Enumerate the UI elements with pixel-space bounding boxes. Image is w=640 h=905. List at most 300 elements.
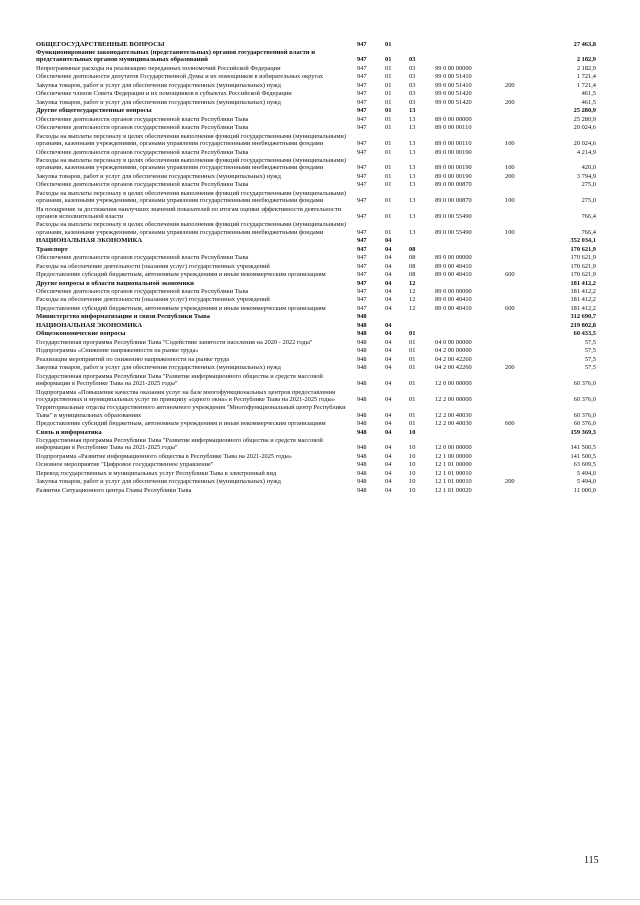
budget-document-page: [36, 40, 596, 495]
row-name: Расходы на обеспечение деятельности (оказания услуг) государственных учреждений: [36, 262, 270, 270]
table-row: [36, 321, 596, 329]
row-subsection-code: 01: [409, 380, 416, 388]
row-subsection-code: 08: [409, 254, 416, 262]
row-name: Закупка товаров, работ и услуг для обеспечения государственных (муниципальных) нужд: [36, 364, 281, 372]
row-expense-type-code: [502, 205, 532, 221]
row-target-article-code: [432, 237, 502, 245]
row-name: ОБЩЕГОСУДАРСТВЕННЫЕ ВОПРОСЫ: [36, 40, 165, 48]
row-amount: 3 794,9: [576, 172, 596, 180]
row-amount: 5 494,0: [576, 478, 596, 486]
row-ministry-code: 947: [357, 115, 367, 123]
row-target-article-code: [432, 313, 502, 321]
row-amount: 766,4: [581, 228, 596, 236]
row-subsection-code: 01: [409, 395, 416, 403]
budget-table-body: [36, 40, 596, 495]
row-ministry-code: 947: [357, 73, 367, 81]
row-subsection-code: 08: [409, 262, 416, 270]
row-amount: 20 024,6: [573, 124, 596, 132]
row-ministry-code: 948: [357, 452, 367, 460]
row-ministry-code: 948: [357, 313, 367, 321]
table-row: [36, 279, 596, 287]
row-name: Другие вопросы в области национальной экономики: [36, 279, 194, 287]
page-number: 115: [584, 855, 599, 866]
row-section-code: 04: [385, 338, 392, 346]
row-section-code: 04: [385, 262, 392, 270]
table-row: [36, 124, 596, 132]
row-subsection-code: 03: [409, 56, 416, 64]
row-name: Расходы на выплаты персоналу в целях обеспечения выполнения функций государственными (муниципальными) органами, казенными учреждениями, органами управления государственными внебюджетными фондами: [36, 157, 346, 172]
row-amount: 420,0: [581, 164, 596, 172]
row-target-article-code: 89 0 00 00110: [435, 140, 472, 148]
row-target-article-code: [432, 428, 502, 436]
row-name: Обеспечение деятельности органов государственной власти Республики Тыва: [36, 115, 249, 123]
row-expense-type-code: 100: [505, 228, 515, 236]
row-name: Предоставление субсидий бюджетным, автономным учреждениям и иным некоммерческим организациям: [36, 420, 326, 428]
row-expense-type-code: [502, 181, 532, 189]
row-name: Подпрограмма «Снижение напряженности на рынке труда»: [36, 347, 199, 355]
row-name: Общеэкономические вопросы: [36, 330, 126, 338]
row-subsection-code: 10: [409, 461, 416, 469]
row-section-code: 01: [385, 98, 392, 106]
row-target-article-code: [432, 245, 502, 253]
row-section-code: [382, 313, 406, 321]
row-amount: 60 376,0: [573, 411, 596, 419]
row-section-code: 01: [385, 172, 392, 180]
table-row: [36, 90, 596, 98]
row-amount: 11 000,0: [573, 486, 596, 494]
row-name: Основное мероприятие "Цифровое государственное управление": [36, 461, 214, 469]
table-row: [36, 388, 596, 404]
row-name: Государственная программа Республики Тыва "Развитие информационного общества и средств массовой информации в Республике Тыва на 2021-2025 годы": [36, 437, 323, 452]
row-ministry-code: 948: [357, 338, 367, 346]
row-name: Расходы на выплаты персоналу в целях обеспечения выполнения функций государственными (муниципальными) органами, казенными учреждениями, органами управления государственными внебюджетными фондами: [36, 189, 346, 205]
row-section-code: 04: [385, 380, 392, 388]
row-section-code: 04: [385, 355, 392, 363]
row-ministry-code: 947: [357, 271, 367, 279]
row-amount: 181 412,2: [570, 304, 596, 312]
row-expense-type-code: [502, 388, 532, 404]
row-ministry-code: 947: [357, 164, 367, 172]
row-name: На поощрение за достижения наилучших значений показателей по итогам оценки эффективности деятельности органов исполнительной власти: [36, 205, 342, 220]
row-expense-type-code: 600: [505, 420, 515, 428]
row-expense-type-code: [502, 73, 532, 81]
row-subsection-code: 10: [409, 452, 416, 460]
row-target-article-code: 89 0 00 00190: [435, 164, 472, 172]
row-section-code: 04: [385, 296, 392, 304]
row-target-article-code: [432, 330, 502, 338]
row-amount: 2 182,9: [576, 64, 596, 72]
row-section-code: 01: [385, 107, 392, 115]
row-ministry-code: 948: [357, 355, 367, 363]
row-expense-type-code: [502, 287, 532, 295]
row-subsection-code: 03: [409, 64, 416, 72]
row-expense-type-code: [502, 107, 532, 115]
row-subsection-code: 03: [409, 90, 416, 98]
row-subsection-code: 01: [409, 364, 416, 372]
row-target-article-code: 12 1 01 00000: [435, 461, 472, 469]
row-target-article-code: 89 0 00 00190: [435, 148, 472, 156]
row-expense-type-code: [502, 253, 532, 261]
row-ministry-code: 948: [357, 486, 367, 494]
row-name: Транспорт: [36, 245, 68, 253]
row-expense-type-code: 200: [505, 364, 515, 372]
row-target-article-code: 89 0 00 00110: [435, 124, 472, 132]
row-expense-type-code: 200: [505, 478, 515, 486]
row-amount: 275,0: [581, 197, 596, 205]
table-row: [36, 107, 596, 115]
row-ministry-code: 948: [357, 347, 367, 355]
row-ministry-code: 947: [357, 148, 367, 156]
table-row: [36, 296, 596, 304]
row-ministry-code: 948: [357, 380, 367, 388]
row-name: Закупка товаров, работ и услуг для обеспечения государственных (муниципальных) нужд: [36, 81, 281, 89]
row-amount: 275,0: [581, 181, 596, 189]
row-expense-type-code: [502, 486, 532, 494]
row-name: Подпрограмма «Повышение качества оказания услуг на базе многофункциональных центров предоставления государственных и муниципальных услуг по принципу «одного окна» в Республике Тыва на 2021-2025 годы»: [36, 388, 336, 403]
row-target-article-code: 99 0 00 51420: [435, 90, 472, 98]
row-subsection-code: 12: [409, 288, 416, 295]
row-section-code: 01: [385, 73, 392, 81]
row-ministry-code: 947: [357, 197, 367, 205]
row-section-code: 01: [385, 212, 392, 220]
row-section-code: 01: [385, 124, 392, 132]
row-name: Обеспечение деятельности органов государственной власти Республики Тыва: [36, 288, 249, 295]
row-subsection-code: 13: [409, 181, 416, 189]
row-target-article-code: [432, 321, 502, 329]
row-amount: 57,5: [584, 355, 596, 363]
row-ministry-code: 947: [357, 181, 367, 189]
row-name: Расходы на выплаты персоналу в целях обеспечения выполнения функций государственными (муниципальными) органами, казенными учреждениями, органами управления государственными внебюджетными фондами: [36, 132, 346, 148]
row-name: Расходы на выплаты персоналу в целях обеспечения выполнения функций государственными (муниципальными) органами, казенными учреждениями, органами управления государственными внебюджетными фондами: [36, 221, 346, 236]
row-section-code: 04: [385, 486, 392, 494]
row-amount: 170 621,9: [570, 245, 596, 253]
table-row: [36, 486, 596, 494]
row-name: Реализация мероприятий по снижению напряженности на рынке труда: [36, 355, 230, 363]
row-subsection-code: 13: [409, 140, 416, 148]
row-subsection-code: [406, 237, 432, 245]
row-subsection-code: 13: [409, 172, 416, 180]
row-name: Обеспечение деятельности органов государственной власти Республики Тыва: [36, 148, 249, 156]
table-row: [36, 40, 596, 48]
row-amount: 181 412,2: [570, 279, 596, 287]
row-amount: 170 621,9: [570, 262, 596, 270]
row-subsection-code: [406, 40, 432, 48]
row-expense-type-code: [502, 115, 532, 123]
row-expense-type-code: [502, 355, 532, 363]
row-expense-type-code: 100: [505, 164, 515, 172]
table-row: [36, 253, 596, 261]
row-subsection-code: 10: [409, 469, 416, 477]
table-row: [36, 205, 596, 221]
row-name: Непрограммные расходы на реализацию переданных полномочий Российской Федерации: [36, 64, 281, 72]
row-section-code: 04: [385, 321, 392, 329]
row-expense-type-code: [502, 262, 532, 270]
row-section-code: 01: [385, 115, 392, 123]
row-expense-type-code: [502, 321, 532, 329]
row-expense-type-code: [502, 437, 532, 453]
row-subsection-code: 13: [409, 164, 416, 172]
row-target-article-code: 04 2 00 42260: [435, 364, 472, 372]
row-amount: 159 369,3: [570, 428, 596, 436]
row-name: Предоставление субсидий бюджетным, автономным учреждениям и иным некоммерческим организациям: [36, 304, 326, 312]
row-target-article-code: 12 1 01 00020: [435, 486, 472, 494]
row-ministry-code: 947: [357, 107, 367, 115]
row-section-code: 04: [385, 469, 392, 477]
table-row: [36, 64, 596, 72]
row-expense-type-code: [502, 330, 532, 338]
row-ministry-code: 947: [357, 212, 367, 220]
row-name: Обеспечение деятельности депутатов Государственной Думы и их помощников в избирательных округах: [36, 73, 324, 81]
row-amount: 141 500,5: [570, 444, 596, 452]
row-target-article-code: 99 0 00 51420: [435, 98, 472, 106]
row-name: Обеспечение членов Совета Федерации и их помощников в субъектах Российской Федерации: [36, 90, 292, 98]
row-subsection-code: 01: [409, 338, 416, 346]
row-subsection-code: 13: [409, 197, 416, 205]
row-section-code: 04: [385, 237, 392, 245]
row-subsection-code: 12: [409, 296, 416, 304]
row-section-code: 04: [385, 271, 392, 279]
row-target-article-code: 89 0 00 40410: [435, 304, 472, 312]
row-ministry-code: 947: [357, 98, 367, 106]
table-row: [36, 478, 596, 486]
row-expense-type-code: 200: [505, 81, 515, 89]
row-section-code: 01: [385, 90, 392, 98]
row-ministry-code: 948: [357, 461, 367, 469]
row-section-code: 01: [385, 140, 392, 148]
row-target-article-code: 12 1 01 00010: [435, 478, 472, 486]
row-expense-type-code: [502, 296, 532, 304]
row-ministry-code: 947: [357, 279, 367, 287]
row-subsection-code: 08: [409, 245, 416, 253]
row-expense-type-code: 600: [505, 271, 515, 279]
row-subsection-code: 13: [409, 124, 416, 132]
row-subsection-code: 01: [409, 330, 416, 338]
row-ministry-code: 948: [357, 420, 367, 428]
table-row: [36, 148, 596, 156]
row-amount: 181 412,2: [570, 288, 596, 295]
table-row: [36, 338, 596, 346]
row-name: Предоставление субсидий бюджетным, автономным учреждениям и иным некоммерческим организациям: [36, 271, 326, 279]
row-amount: 2 182,9: [576, 56, 596, 64]
row-expense-type-code: [502, 148, 532, 156]
row-name: Подпрограмма «Развитие информационного общества в Республике Тыва на 2021-2025 годы»: [36, 452, 292, 460]
table-row: [36, 364, 596, 372]
row-expense-type-code: 600: [505, 304, 515, 312]
table-row: [36, 404, 596, 420]
table-row: [36, 221, 596, 237]
row-ministry-code: 947: [357, 124, 367, 132]
row-expense-type-code: [502, 40, 532, 48]
row-section-code: 04: [385, 395, 392, 403]
row-name: Развитие Ситуационного центра Главы Республики Тыва: [36, 486, 192, 494]
row-subsection-code: 13: [409, 148, 416, 156]
row-expense-type-code: 200: [505, 98, 515, 106]
table-row: [36, 355, 596, 363]
table-row: [36, 262, 596, 270]
row-name: Связь и информатика: [36, 428, 102, 436]
row-subsection-code: [406, 321, 432, 329]
row-ministry-code: 948: [357, 330, 367, 338]
row-ministry-code: 947: [357, 262, 367, 270]
row-subsection-code: 01: [409, 420, 416, 428]
row-amount: 60 376,0: [573, 420, 596, 428]
row-amount: 312 690,7: [570, 313, 596, 321]
row-expense-type-code: [502, 338, 532, 346]
row-amount: 4 214,9: [576, 148, 596, 156]
row-subsection-code: 10: [409, 428, 416, 436]
row-ministry-code: 947: [357, 228, 367, 236]
row-ministry-code: 948: [357, 411, 367, 419]
row-ministry-code: 948: [357, 395, 367, 403]
row-subsection-code: 13: [409, 212, 416, 220]
row-ministry-code: 947: [357, 64, 367, 72]
row-amount: 461,5: [581, 90, 596, 98]
table-row: [36, 437, 596, 453]
row-target-article-code: 89 0 00 00190: [435, 172, 472, 180]
row-expense-type-code: 100: [505, 140, 515, 148]
row-target-article-code: 89 0 00 00000: [435, 288, 472, 295]
row-section-code: 01: [385, 56, 392, 64]
table-row: [36, 452, 596, 460]
table-row: [36, 461, 596, 469]
row-amount: 1 721,4: [576, 81, 596, 89]
table-row: [36, 330, 596, 338]
row-expense-type-code: [502, 237, 532, 245]
row-amount: 60 433,5: [573, 330, 596, 338]
row-subsection-code: 12: [409, 279, 416, 287]
row-target-article-code: 99 0 00 00000: [435, 64, 472, 72]
table-row: [36, 372, 596, 388]
row-section-code: 04: [385, 364, 392, 372]
row-expense-type-code: [502, 313, 532, 321]
row-section-code: 01: [385, 197, 392, 205]
row-ministry-code: 948: [357, 469, 367, 477]
row-target-article-code: 12 2 00 40030: [435, 411, 472, 419]
row-subsection-code: 13: [409, 107, 416, 115]
row-name: Обеспечение деятельности органов государственной власти Республики Тыва: [36, 181, 249, 189]
row-ministry-code: 947: [357, 140, 367, 148]
row-target-article-code: 04 2 00 42260: [435, 355, 472, 363]
row-target-article-code: [432, 40, 502, 48]
row-amount: 766,4: [581, 212, 596, 220]
table-row: [36, 181, 596, 189]
row-amount: 352 034,1: [570, 237, 596, 245]
row-name: Министерство информатизации и связи Республики Тыва: [36, 313, 210, 321]
row-subsection-code: 13: [409, 228, 416, 236]
row-ministry-code: 947: [357, 245, 367, 253]
row-name: НАЦИОНАЛЬНАЯ ЭКОНОМИКА: [36, 237, 143, 245]
row-amount: 57,5: [584, 364, 596, 372]
table-row: [36, 287, 596, 295]
row-amount: 25 280,9: [573, 107, 596, 115]
row-section-code: 01: [385, 148, 392, 156]
row-name: Закупка товаров, работ и услуг для обеспечения государственных (муниципальных) нужд: [36, 478, 281, 486]
row-section-code: 04: [385, 428, 392, 436]
row-section-code: 01: [385, 181, 392, 189]
table-row: [36, 98, 596, 106]
row-target-article-code: 89 0 00 55490: [435, 212, 472, 220]
row-section-code: 01: [385, 81, 392, 89]
row-target-article-code: 89 0 00 00870: [435, 181, 472, 189]
row-section-code: 01: [385, 228, 392, 236]
row-expense-type-code: [502, 48, 532, 64]
row-ministry-code: 947: [357, 254, 367, 262]
scan-edge-line: [0, 899, 640, 900]
row-amount: 170 621,9: [570, 254, 596, 262]
row-subsection-code: 03: [409, 73, 416, 81]
row-amount: 57,5: [584, 338, 596, 346]
row-ministry-code: 947: [357, 304, 367, 312]
row-ministry-code: 948: [357, 478, 367, 486]
row-name: Государственная программа Республики Тыва "Содействие занятости населения на 2020 - 2022 годы": [36, 338, 313, 346]
table-row: [36, 73, 596, 81]
row-amount: 20 024,6: [573, 140, 596, 148]
row-name: Закупка товаров, работ и услуг для обеспечения государственных (муниципальных) нужд: [36, 172, 281, 180]
row-name: Другие общегосударственные вопросы: [36, 107, 152, 115]
row-expense-type-code: [502, 469, 532, 477]
row-name: НАЦИОНАЛЬНАЯ ЭКОНОМИКА: [36, 321, 143, 329]
table-row: [36, 428, 596, 436]
table-row: [36, 347, 596, 355]
row-target-article-code: 89 0 00 40410: [435, 296, 472, 304]
row-target-article-code: 12 2 00 00000: [435, 395, 472, 403]
row-target-article-code: 89 0 00 00870: [435, 197, 472, 205]
row-target-article-code: 89 0 00 40410: [435, 262, 472, 270]
row-subsection-code: 13: [409, 115, 416, 123]
row-name: Государственная программа Республики Тыва "Развитие информационного общества и средств массовой информации в Республике Тыва на 2021-2025 годы": [36, 372, 323, 388]
row-ministry-code: 947: [357, 172, 367, 180]
row-amount: 27 463,8: [573, 40, 596, 48]
row-expense-type-code: 100: [505, 197, 515, 205]
row-section-code: 04: [385, 245, 392, 253]
table-row: [36, 469, 596, 477]
row-ministry-code: 948: [357, 444, 367, 452]
row-amount: 57,5: [584, 347, 596, 355]
row-name: Расходы на обеспечение деятельности (оказания услуг) государственных учреждений: [36, 296, 270, 304]
row-ministry-code: 947: [357, 81, 367, 89]
row-amount: 60 376,0: [573, 380, 596, 388]
row-amount: 60 376,0: [573, 395, 596, 403]
row-subsection-code: 12: [409, 304, 416, 312]
row-expense-type-code: [502, 64, 532, 72]
row-target-article-code: [432, 107, 502, 115]
row-expense-type-code: 200: [505, 172, 515, 180]
row-target-article-code: 12 1 00 00000: [435, 452, 472, 460]
row-subsection-code: 01: [409, 411, 416, 419]
row-section-code: 04: [385, 411, 392, 419]
row-section-code: 04: [385, 461, 392, 469]
row-amount: 1 721,4: [576, 73, 596, 81]
table-row: [36, 81, 596, 89]
row-subsection-code: 01: [409, 355, 416, 363]
row-ministry-code: 948: [357, 428, 367, 436]
table-row: [36, 115, 596, 123]
row-subsection-code: 10: [409, 486, 416, 494]
row-subsection-code: [406, 313, 432, 321]
row-ministry-code: 947: [357, 40, 367, 48]
row-name: Территориальные отделы государственного автономного учреждения "Многофункциональный центр Республики Тыва" в муниципальных образованиях: [36, 404, 346, 419]
row-section-code: 04: [385, 254, 392, 262]
row-section-code: 04: [385, 444, 392, 452]
row-name: Обеспечение деятельности органов государственной власти Республики Тыва: [36, 124, 249, 132]
row-name: Перевод государственных и муниципальных услуг Республики Тыва в электронный вид: [36, 469, 277, 477]
row-subsection-code: 03: [409, 81, 416, 89]
row-section-code: 04: [385, 279, 392, 287]
row-name: Обеспечение деятельности органов государственной власти Республики Тыва: [36, 254, 249, 262]
row-target-article-code: 12 0 00 00000: [435, 380, 472, 388]
row-target-article-code: 04 2 00 00000: [435, 347, 472, 355]
row-target-article-code: 89 0 00 40410: [435, 271, 472, 279]
